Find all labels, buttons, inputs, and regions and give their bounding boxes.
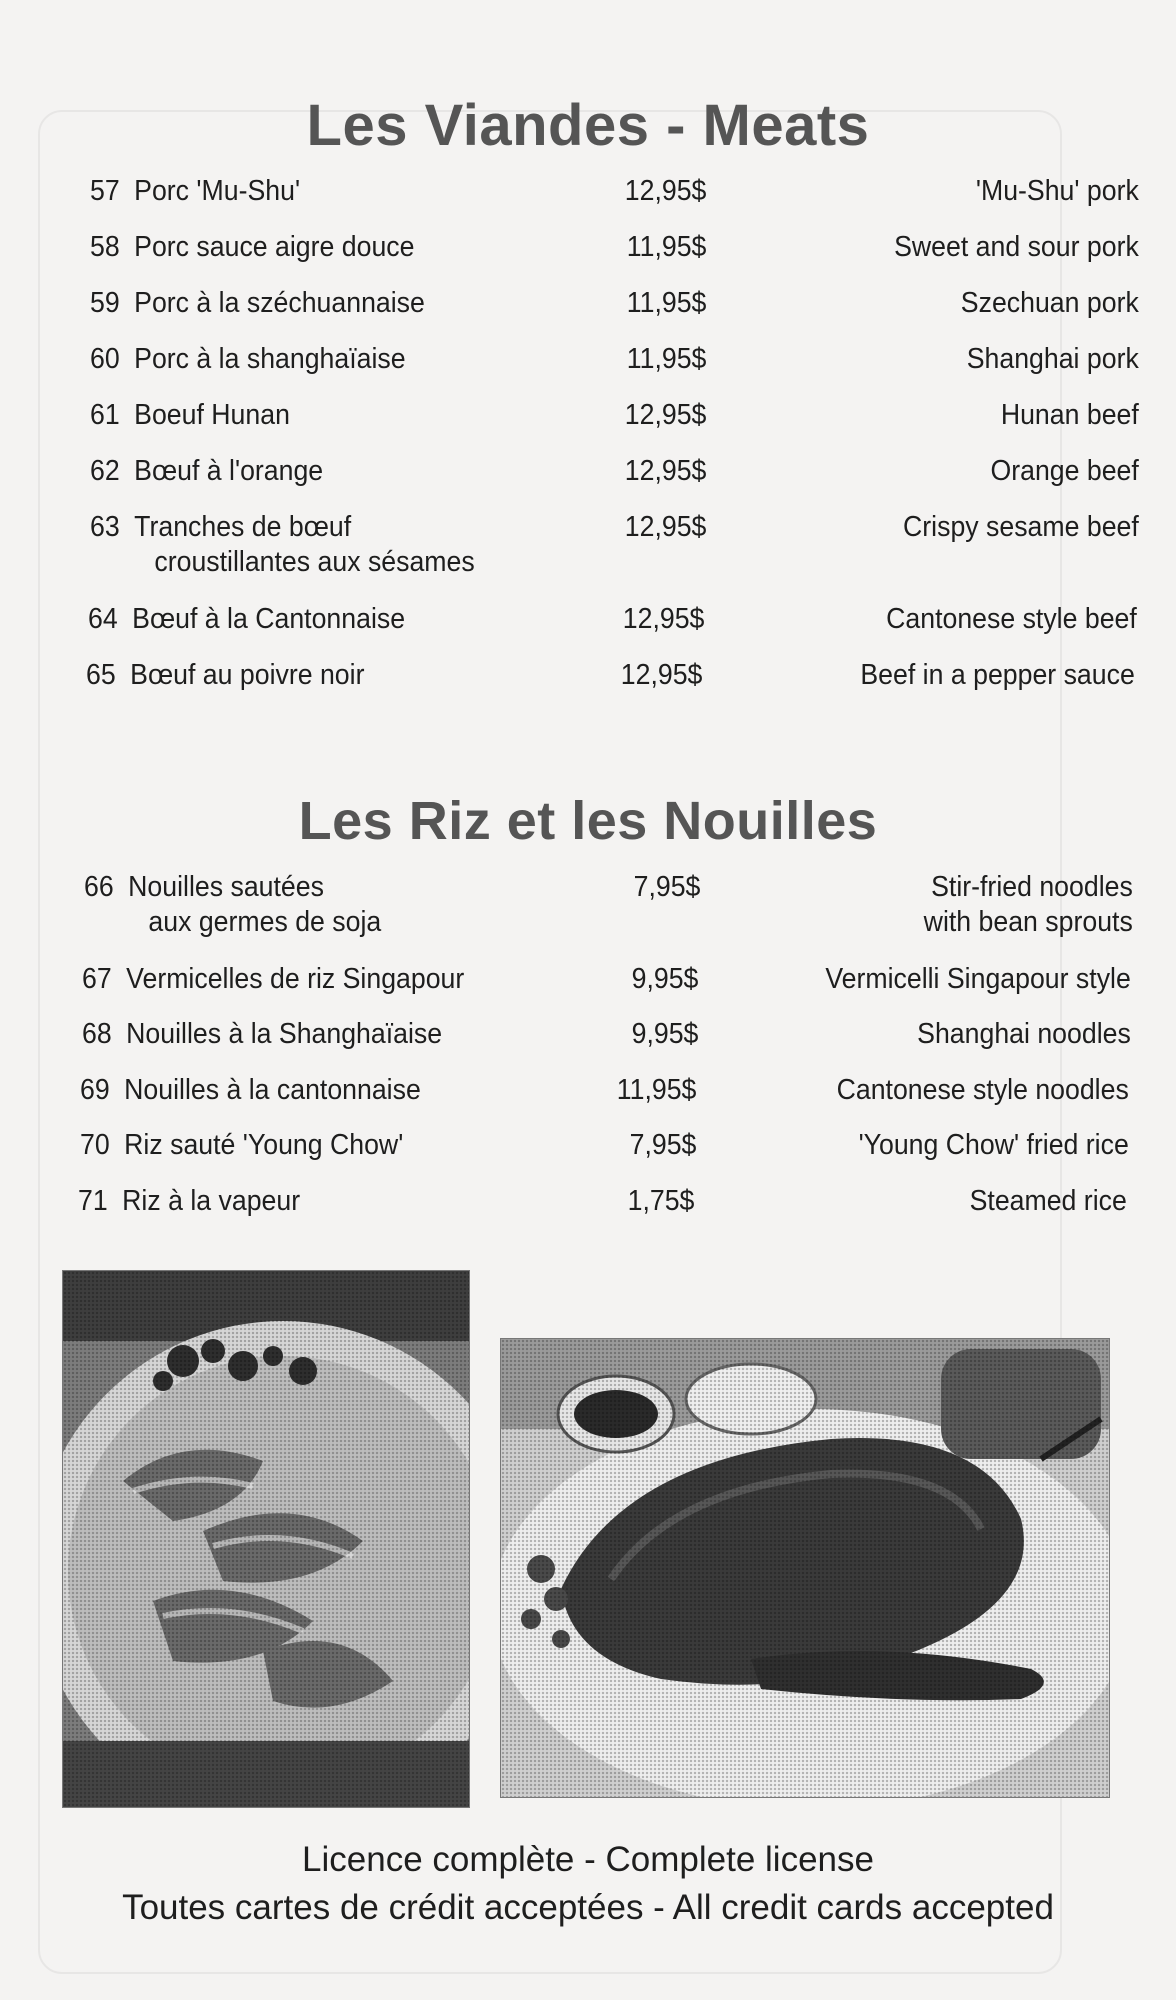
item-french-name	[126, 1017, 586, 1052]
item-number: 69	[80, 1074, 110, 1106]
item-english-name	[728, 870, 1133, 940]
item-french-line: Nouilles sautées	[128, 871, 324, 903]
item-english-name: Cantonese style noodles	[836, 1074, 1129, 1106]
item-french-line: Nouilles à la cantonnaise	[124, 1074, 421, 1106]
item-number: 67	[82, 963, 112, 995]
item-number: 66	[84, 871, 114, 903]
item-french-line: Bœuf à l'orange	[134, 455, 324, 487]
duck-dish-photo	[500, 1338, 1110, 1798]
item-english-name: Crispy sesame beef	[903, 511, 1139, 543]
item-price: 9,95$	[631, 963, 699, 995]
item-price: 9,95$	[631, 1018, 699, 1050]
item-english-name: Steamed rice	[969, 1185, 1127, 1217]
item-english-line-2: with bean sprouts	[923, 906, 1133, 938]
item-english-name: Shanghai noodles	[917, 1018, 1131, 1050]
item-french-name	[130, 658, 590, 693]
item-number: 58	[90, 231, 120, 263]
item-french-line: Riz à la vapeur	[122, 1185, 301, 1217]
item-french-name	[126, 962, 586, 997]
item-price: 12,95$	[624, 399, 707, 431]
item-english-name: Sweet and sour pork	[894, 231, 1139, 263]
item-price: 12,95$	[622, 603, 705, 635]
meats-section-title: Les Viandes - Meats	[306, 93, 870, 158]
item-french-name	[134, 174, 594, 209]
item-english-name: Hunan beef	[1000, 399, 1139, 431]
item-french-name	[124, 1073, 584, 1108]
noodle-dish-photo	[62, 1270, 470, 1808]
item-price: 12,95$	[624, 511, 707, 543]
item-english-name: Shanghai pork	[966, 343, 1139, 375]
credit-cards-notice: Toutes cartes de crédit acceptées - All credit cards accepted	[122, 1888, 1054, 1927]
item-price: 11,95$	[616, 1074, 697, 1106]
item-english-name: Vermicelli Singapour style	[825, 963, 1131, 995]
item-english-name: Beef in a pepper sauce	[860, 659, 1135, 691]
item-number: 60	[90, 343, 120, 375]
item-english-name: Orange beef	[990, 455, 1139, 487]
item-number: 68	[82, 1018, 112, 1050]
item-price: 12,95$	[624, 175, 707, 207]
duck-dish-illustration	[501, 1339, 1109, 1797]
item-price: 12,95$	[620, 659, 703, 691]
item-french-name	[134, 454, 594, 489]
item-number: 61	[90, 399, 120, 431]
item-french-line: Tranches de bœuf	[134, 511, 352, 543]
item-french-name	[134, 398, 594, 433]
item-number: 65	[86, 659, 116, 691]
item-price: 7,95$	[633, 871, 701, 903]
item-price: 11,95$	[626, 343, 707, 375]
item-french-line: Bœuf à la Cantonnaise	[132, 603, 406, 635]
license-notice: Licence complète - Complete license	[302, 1840, 874, 1879]
item-number: 63	[90, 511, 120, 543]
item-number: 64	[88, 603, 118, 635]
item-english-name: Cantonese style beef	[886, 603, 1137, 635]
item-price: 11,95$	[626, 287, 707, 319]
item-french-line: Boeuf Hunan	[134, 399, 290, 431]
item-price: 11,95$	[626, 231, 707, 263]
item-french-line: Bœuf au poivre noir	[130, 659, 365, 691]
item-number: 70	[80, 1129, 110, 1161]
item-french-name	[134, 286, 594, 321]
item-french-line: Porc sauce aigre douce	[134, 231, 415, 263]
item-french-name	[124, 1128, 584, 1163]
item-french-line: Porc à la shanghaïaise	[134, 343, 406, 375]
item-french-line-2: croustillantes aux sésames	[154, 546, 475, 578]
item-number: 71	[78, 1185, 108, 1217]
item-english-name: 'Mu-Shu' pork	[975, 175, 1139, 207]
item-english-name: 'Young Chow' fried rice	[858, 1129, 1129, 1161]
item-price: 7,95$	[629, 1129, 697, 1161]
rice-noodles-section-title: Les Riz et les Nouilles	[298, 791, 878, 851]
item-price: 1,75$	[627, 1185, 695, 1217]
item-french-name	[134, 510, 594, 580]
item-french-name	[122, 1184, 582, 1219]
item-french-name	[128, 870, 588, 940]
item-number: 59	[90, 287, 120, 319]
item-french-line: Riz sauté 'Young Chow'	[124, 1129, 404, 1161]
item-english-name: Szechuan pork	[960, 287, 1139, 319]
item-number: 57	[90, 175, 120, 207]
item-french-name	[132, 602, 592, 637]
item-french-line: Porc à la széchuannaise	[134, 287, 425, 319]
item-english-line: Stir-fried noodles	[931, 871, 1133, 903]
item-french-name	[134, 230, 594, 265]
item-price: 12,95$	[624, 455, 707, 487]
item-number: 62	[90, 455, 120, 487]
noodle-dish-illustration	[63, 1271, 469, 1807]
item-french-line: Vermicelles de riz Singapour	[126, 963, 465, 995]
item-french-name	[134, 342, 594, 377]
item-french-line: Nouilles à la Shanghaïaise	[126, 1018, 443, 1050]
item-french-line: Porc 'Mu-Shu'	[134, 175, 301, 207]
item-french-line-2: aux germes de soja	[148, 906, 382, 938]
